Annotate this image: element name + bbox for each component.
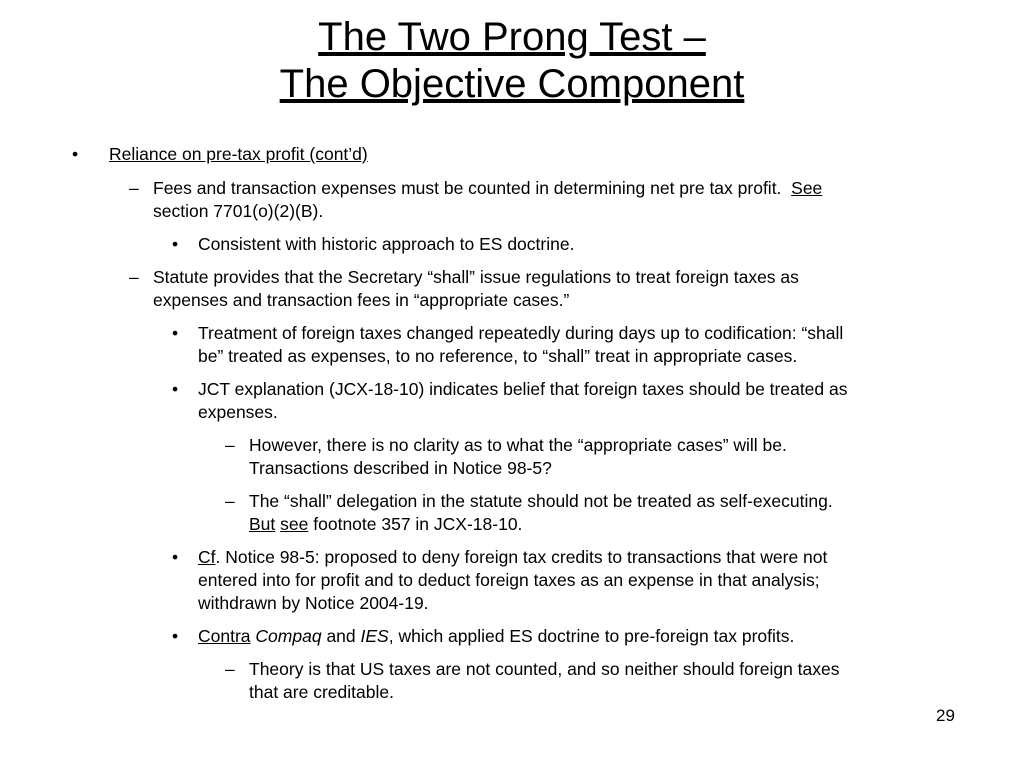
cf-rest: . Notice 98-5: proposed to deny foreign tax credits to transactions that were not [215, 547, 828, 567]
cf-label: Cf [198, 547, 216, 567]
cf-line-2: entered into for profit and to deduct foreign taxes as an expense in that analysis; [198, 570, 820, 590]
ies-case: IES [360, 626, 389, 646]
contra-rest: , which applied ES doctrine to pre-foreign tax profits. [388, 626, 795, 646]
statute-line-2: expenses and transaction fees in “appropriate cases.” [153, 290, 570, 310]
treatment-line-2: be” treated as expenses, to no reference, to “shall” treat in appropriate cases. [198, 346, 798, 366]
bullet-marker: • [72, 144, 79, 164]
treatment-line-1: Treatment of foreign taxes changed repeatedly during days up to codification: “shall [198, 323, 844, 343]
title-line-2: The Objective Component [279, 62, 745, 106]
dash-marker: – [225, 491, 235, 511]
page-number: 29 [936, 706, 955, 725]
cf-line-1 [198, 546, 827, 569]
jct-line-1: JCT explanation (JCX-18-10) indicates belief that foreign taxes should be treated as [198, 379, 848, 399]
see-link-text: see [280, 514, 309, 534]
dash-marker: – [129, 178, 139, 198]
fees-text: Fees and transaction expenses must be counted in determining net pre tax profit. [153, 178, 782, 198]
title-line-1: The Two Prong Test – [318, 15, 706, 59]
delegation-line-1: The “shall” delegation in the statute should not be treated as self-executing. [249, 491, 833, 511]
fees-line-2: section 7701(o)(2)(B). [153, 201, 324, 221]
however-line-1: However, there is no clarity as to what the “appropriate cases” will be. [249, 435, 787, 455]
statute-line-1: Statute provides that the Secretary “shall” issue regulations to treat foreign taxes as [153, 267, 799, 287]
fees-see: See [791, 178, 823, 198]
contra-line [198, 625, 794, 648]
reliance-heading: Reliance on pre-tax profit (cont’d) [109, 144, 368, 164]
dash-marker: – [225, 435, 235, 455]
bullet-marker: • [172, 323, 179, 343]
fees-item [153, 177, 822, 200]
consistent-item: Consistent with historic approach to ES doctrine. [198, 234, 575, 254]
delegation-rest: footnote 357 in JCX-18-10. [313, 514, 523, 534]
contra-and: and [326, 626, 356, 646]
theory-line-2: that are creditable. [249, 682, 394, 702]
dash-marker: – [129, 267, 139, 287]
contra-label: Contra [198, 626, 251, 646]
but-link-text: But [249, 514, 276, 534]
however-line-2: Transactions described in Notice 98-5? [249, 458, 552, 478]
cf-line-3: withdrawn by Notice 2004-19. [198, 593, 429, 613]
bullet-marker: • [172, 626, 179, 646]
bullet-marker: • [172, 547, 179, 567]
bullet-marker: • [172, 379, 179, 399]
compaq-case: Compaq [255, 626, 322, 646]
dash-marker: – [225, 659, 235, 679]
theory-line-1: Theory is that US taxes are not counted, and so neither should foreign taxes [249, 659, 840, 679]
jct-line-2: expenses. [198, 402, 278, 422]
bullet-marker: • [172, 234, 179, 254]
delegation-line-2 [249, 513, 522, 536]
